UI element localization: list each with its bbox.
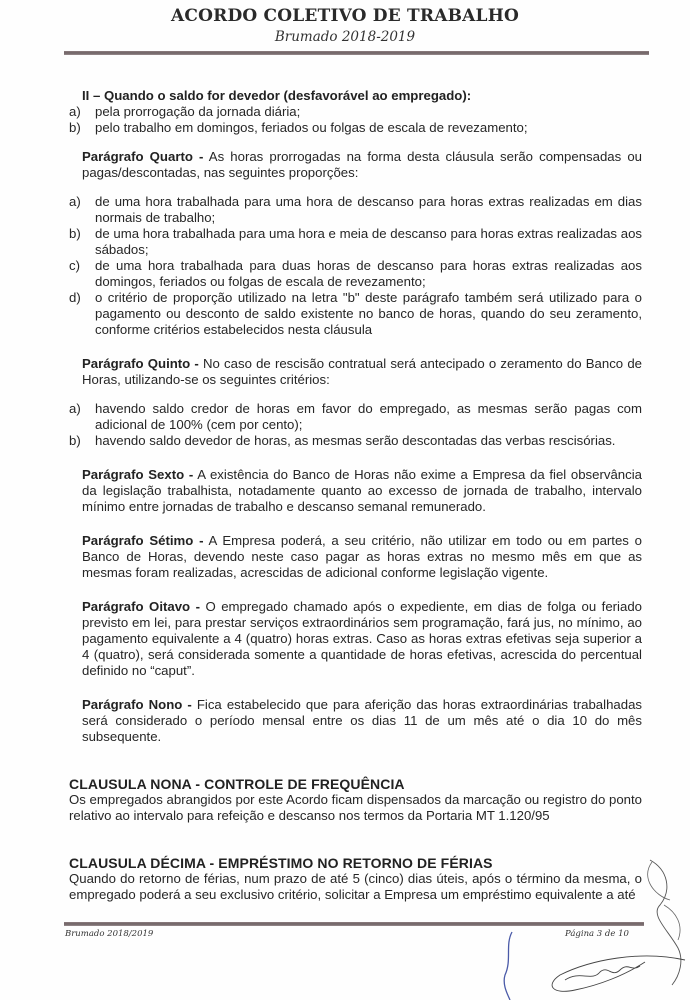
list-item — [69, 120, 642, 136]
header-divider — [64, 51, 649, 55]
list-item — [69, 290, 642, 338]
list-text: de uma hora trabalhada para duas horas de descanso para horas extras realizadas aos domingos, feriados ou folgas de escala de revezamento; — [95, 258, 642, 289]
list-marker: b) — [69, 120, 81, 135]
paragrafo-quarto — [82, 149, 642, 181]
list-item — [69, 401, 642, 433]
list-marker: a) — [69, 104, 81, 119]
list-item — [69, 104, 642, 120]
document-body — [69, 88, 643, 903]
paragrafo-sexto — [82, 467, 642, 515]
paragrafo-text: O empregado chamado após o expediente, em dias de folga ou feriado previsto em lei, para prestar serviços extraordinários sem programação, fará jus, no mínimo, ao pagamento equivalente a 4 (quatro) horas extras. Caso as horas extras efetivas seja superior a 4 (quatro), será considerada somente a quantidade de horas efetivas, acrescida do percentual definido no “caput”. — [82, 599, 642, 678]
paragrafo-label: Parágrafo Nono - — [82, 697, 192, 712]
list-marker: d) — [69, 290, 81, 305]
paragrafo-quarto-list — [69, 194, 642, 338]
page-number: Página 3 de 10 — [565, 929, 629, 939]
list-item — [69, 433, 642, 449]
clausula-nona-heading: CLAUSULA NONA - CONTROLE DE FREQUÊNCIA — [69, 776, 405, 792]
paragrafo-label: Parágrafo Sexto - — [82, 467, 194, 482]
paragrafo-label: Parágrafo Quinto - — [82, 356, 199, 371]
paragrafo-text: A Empresa poderá, a seu critério, não utilizar em todo ou em partes o Banco de Horas, devendo neste caso pagar as horas extras no mesmo mês em que as mesmas foram realizadas, acrescidas de adicional conforme legislação vigente. — [82, 533, 642, 580]
paragrafo-oitavo — [82, 599, 642, 679]
paragrafo-label: Parágrafo Quarto - — [82, 149, 204, 164]
initial-mark-left — [504, 932, 512, 1000]
document-title: ACORDO COLETIVO DE TRABALHO — [171, 6, 519, 26]
list-text: havendo saldo credor de horas em favor do empregado, as mesmas serão pagas com adicional de 100% (cem por cento); — [95, 401, 642, 432]
section-ii-list — [69, 104, 642, 136]
list-text: pelo trabalho em domingos, feriados ou folgas de escala de revezamento; — [95, 120, 528, 135]
paragrafo-text: No caso de rescisão contratual será antecipado o zeramento do Banco de Horas, utilizando-se os seguintes critérios: — [82, 356, 643, 387]
signature-main — [552, 956, 685, 991]
section-ii-heading — [82, 88, 642, 104]
paragrafo-quinto-list — [69, 401, 642, 449]
paragrafo-text: Fica estabelecido que para aferição das horas extraordinárias trabalhadas será considerado o período mensal entre os dias 11 de um mês até o dia 10 do mês subsequente. — [82, 697, 642, 744]
list-marker: c) — [69, 258, 80, 273]
paragrafo-text: A existência do Banco de Horas não exime a Empresa da fiel observância da legislação trabalhista, notadamente quanto ao excesso de jornada de trabalho, intervalo mínimo entre jornadas de trabalho e descanso semanal remunerado. — [82, 467, 642, 514]
list-marker: b) — [69, 226, 81, 241]
list-item — [69, 226, 642, 258]
clausula-decima-text: Quando do retorno de férias, num prazo de até 5 (cinco) dias úteis, após o término da mesma, o empregado poderá a seu exclusivo critério, solicitar a Empresa um empréstimo equivalente a até — [69, 871, 642, 902]
list-marker: a) — [69, 401, 81, 416]
footer-location: Brumado 2018/2019 — [65, 929, 154, 939]
footer-divider — [64, 922, 644, 926]
list-text: o critério de proporção utilizado na letra "b" deste parágrafo também será utilizado para o pagamento ou desconto de saldo existente no banco de horas, quando do seu zeramento, conforme critérios estabelecidos nesta cláusula — [95, 290, 642, 337]
signature-loop-right-2 — [648, 862, 680, 940]
clausula-nona — [69, 776, 642, 824]
signature-loop-right — [650, 860, 681, 985]
paragrafo-label: Parágrafo Sétimo - — [82, 533, 204, 548]
section-ii-heading-text: II – Quando o saldo for devedor (desfavorável ao empregado): — [82, 88, 472, 103]
paragrafo-nono — [82, 697, 642, 745]
paragrafo-label: Parágrafo Oitavo - — [82, 599, 200, 614]
clausula-nona-text: Os empregados abrangidos por este Acordo ficam dispensados da marcação ou registro do ponto relativo ao intervalo para refeição e descanso nos termos da Portaria MT 1.120/95 — [69, 792, 642, 823]
list-marker: a) — [69, 194, 81, 209]
clausula-decima-heading: CLAUSULA DÉCIMA - EMPRÉSTIMO NO RETORNO DE FÉRIAS — [69, 855, 493, 871]
list-item — [69, 194, 642, 226]
list-marker: b) — [69, 433, 81, 448]
paragrafo-quinto — [82, 356, 642, 388]
list-text: de uma hora trabalhada para uma hora e meia de descanso para horas extras realizadas aos sábados; — [95, 226, 642, 257]
list-text: havendo saldo devedor de horas, as mesmas serão descontadas das verbas rescisórias. — [95, 433, 616, 448]
paragrafo-setimo — [82, 533, 642, 581]
list-item — [69, 258, 642, 290]
list-text: de uma hora trabalhada para uma hora de descanso para horas extras realizadas em dias normais de trabalho; — [95, 194, 642, 225]
clausula-decima — [69, 855, 642, 903]
document-subtitle: Brumado 2018-2019 — [274, 29, 416, 45]
list-text: pela prorrogação da jornada diária; — [95, 104, 301, 119]
paragrafo-text: As horas prorrogadas na forma desta cláusula serão compensadas ou pagas/descontadas, nas seguintes proporções: — [82, 149, 643, 180]
